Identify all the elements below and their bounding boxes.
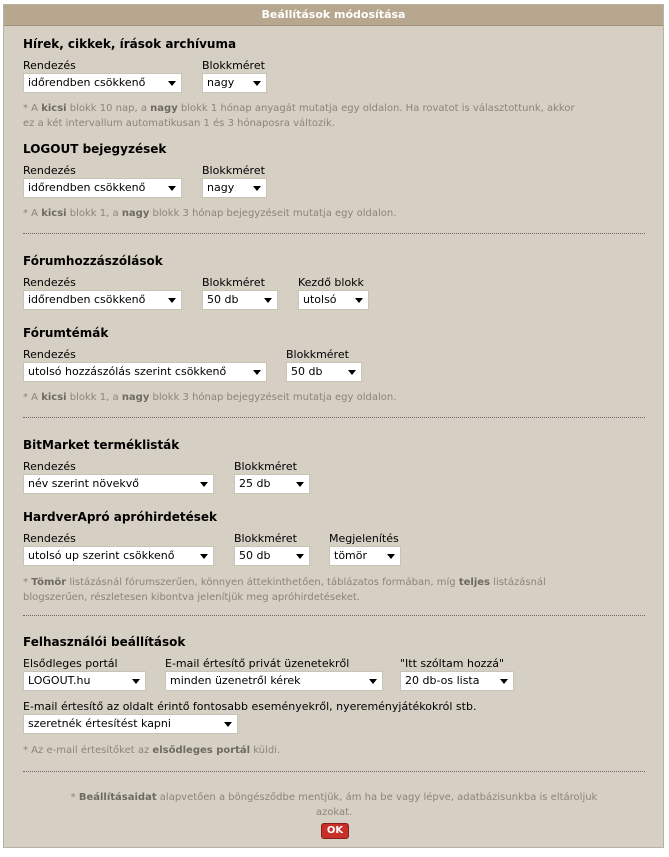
hardverapro-block-label: Blokkméret	[234, 532, 297, 545]
note-text: blokk 3 hónap bejegyzéseit mutatja egy oldalon.	[149, 392, 397, 403]
topics-sort-value: utolsó hozzászólás szerint csökkenő	[28, 365, 227, 378]
chevron-down-icon	[224, 722, 232, 727]
logout-sort-select[interactable]	[23, 178, 182, 198]
hardverapro-note	[23, 575, 645, 605]
chevron-down-icon	[168, 81, 176, 86]
logout-block-select[interactable]	[202, 178, 267, 198]
email-private-select[interactable]	[165, 671, 383, 691]
hardverapro-block-value: 50 db	[239, 549, 271, 562]
ok-button[interactable]: OK	[321, 823, 349, 839]
email-events-label: E-mail értesítő az oldalt érintő fontosabb eseményekről, nyereményjátékokról stb.	[23, 700, 477, 713]
forum-sort-label: Rendezés	[23, 276, 76, 289]
topics-sort-label: Rendezés	[23, 348, 76, 361]
topics-note	[23, 390, 645, 405]
note-text: blokk 1, a	[66, 392, 122, 403]
note-text: küldi.	[250, 745, 281, 756]
note-text: blogszerűen, részletesen kibontva jelenítjük meg apróhirdetéseket.	[23, 592, 360, 603]
section-divider	[23, 417, 645, 418]
chevron-down-icon	[200, 482, 208, 487]
note-emphasis: Tömör	[31, 577, 67, 588]
news-sort-label: Rendezés	[23, 59, 76, 72]
hardverapro-sort-value: utolsó up szerint csökkenő	[28, 549, 175, 562]
section-divider	[23, 615, 645, 616]
forum-block-label: Blokkméret	[202, 276, 265, 289]
email-private-label: E-mail értesítő privát üzenetekről	[165, 657, 350, 670]
note-text: blokk 10 nap, a	[66, 103, 151, 114]
email-private-value: minden üzenetről kérek	[170, 674, 301, 687]
note-text: listázásnál	[489, 577, 546, 588]
chevron-down-icon	[253, 186, 261, 191]
section-title-forum-comments: Fórumhozzászólások	[23, 254, 163, 268]
note-text: * A	[23, 103, 42, 114]
logout-note	[23, 206, 645, 221]
note-emphasis: teljes	[458, 577, 490, 588]
note-text: *	[70, 792, 79, 803]
topics-block-label: Blokkméret	[286, 348, 349, 361]
note-emphasis: Beállításaidat	[78, 792, 157, 803]
forum-start-label: Kezdő blokk	[298, 276, 364, 289]
settings-panel	[3, 4, 664, 848]
hardverapro-block-select[interactable]	[234, 546, 310, 566]
note-text: ez a két intervallum automatikusan 1 és 3 hónaposra változik.	[23, 118, 335, 129]
chevron-down-icon	[168, 298, 176, 303]
forum-sort-value: időrendben csökkenő	[28, 293, 146, 306]
hardverapro-sort-label: Rendezés	[23, 532, 76, 545]
news-sort-select[interactable]	[23, 73, 182, 93]
bitmarket-block-label: Blokkméret	[234, 460, 297, 473]
news-block-select[interactable]	[202, 73, 267, 93]
note-emphasis: kicsi	[41, 208, 67, 219]
note-emphasis: nagy	[150, 103, 178, 114]
portal-select[interactable]	[23, 671, 146, 691]
chevron-down-icon	[168, 186, 176, 191]
bitmarket-sort-value: név szerint növekvő	[28, 477, 139, 490]
hardverapro-display-label: Megjelenítés	[329, 532, 399, 545]
chevron-down-icon	[355, 298, 363, 303]
section-title-forum-topics: Fórumtémák	[23, 326, 109, 340]
hardverapro-sort-select[interactable]	[23, 546, 214, 566]
bitmarket-block-select[interactable]	[234, 474, 310, 494]
note-text: blokk 1, a	[66, 208, 122, 219]
mention-value: 20 db-os lista	[405, 674, 480, 687]
forum-block-select[interactable]	[202, 290, 278, 310]
email-events-select[interactable]	[23, 714, 238, 734]
chevron-down-icon	[296, 554, 304, 559]
bitmarket-sort-select[interactable]	[23, 474, 214, 494]
note-emphasis: elsődleges portál	[152, 745, 251, 756]
portal-value: LOGOUT.hu	[28, 674, 91, 687]
mention-select[interactable]	[400, 671, 514, 691]
forum-start-select[interactable]	[298, 290, 369, 310]
panel-title: Beállítások módosítása	[4, 5, 663, 26]
logout-sort-value: időrendben csökkenő	[28, 181, 146, 194]
news-note	[23, 101, 645, 131]
chevron-down-icon	[264, 298, 272, 303]
chevron-down-icon	[253, 81, 261, 86]
email-events-value: szeretnék értesítést kapni	[28, 717, 171, 730]
note-text: blokk 3 hónap bejegyzéseit mutatja egy oldalon.	[149, 208, 397, 219]
news-block-value: nagy	[207, 76, 235, 89]
news-sort-value: időrendben csökkenő	[28, 76, 146, 89]
hardverapro-display-select[interactable]	[329, 546, 401, 566]
forum-sort-select[interactable]	[23, 290, 182, 310]
note-emphasis: kicsi	[41, 392, 67, 403]
portal-label: Elsődleges portál	[23, 657, 118, 670]
user-settings-note	[23, 743, 645, 758]
section-title-bitmarket: BitMarket terméklisták	[23, 438, 180, 452]
note-emphasis: nagy	[121, 392, 150, 403]
chevron-down-icon	[253, 370, 261, 375]
chevron-down-icon	[369, 679, 377, 684]
note-text: * A	[23, 392, 42, 403]
note-text: alapvetően a böngésződbe mentjük, ám ha be vagy lépve, adatbázisunkba is eltároljuk	[156, 792, 598, 803]
chevron-down-icon	[387, 554, 395, 559]
chevron-down-icon	[200, 554, 208, 559]
section-divider	[23, 233, 645, 234]
note-text: * Az e-mail értesítőket az	[23, 745, 153, 756]
bitmarket-block-value: 25 db	[239, 477, 271, 490]
footer-note	[23, 790, 645, 820]
mention-label: "Itt szóltam hozzá"	[400, 657, 505, 670]
logout-sort-label: Rendezés	[23, 164, 76, 177]
logout-block-value: nagy	[207, 181, 235, 194]
forum-block-value: 50 db	[207, 293, 239, 306]
chevron-down-icon	[500, 679, 508, 684]
chevron-down-icon	[296, 482, 304, 487]
note-emphasis: kicsi	[41, 103, 67, 114]
section-title-news-archive: Hírek, cikkek, írások archívuma	[23, 37, 237, 51]
forum-start-value: utolsó	[303, 293, 337, 306]
topics-block-select[interactable]	[286, 362, 362, 382]
topics-sort-select[interactable]	[23, 362, 267, 382]
bitmarket-sort-label: Rendezés	[23, 460, 76, 473]
note-text: listázásnál fórumszerűen, könnyen áttekinthetően, táblázatos formában, míg	[66, 577, 459, 588]
note-text: *	[23, 577, 32, 588]
chevron-down-icon	[348, 370, 356, 375]
section-title-hardverapro: HardverApró apróhirdetések	[23, 510, 218, 524]
note-emphasis: nagy	[121, 208, 150, 219]
section-divider	[23, 771, 645, 772]
note-text: azokat.	[315, 807, 353, 818]
topics-block-value: 50 db	[291, 365, 323, 378]
chevron-down-icon	[132, 679, 140, 684]
hardverapro-display-value: tömör	[334, 549, 368, 562]
note-text: * A	[23, 208, 42, 219]
news-block-label: Blokkméret	[202, 59, 265, 72]
note-text: blokk 1 hónap anyagát mutatja egy oldalon. Ha rovatot is választottunk, akkor	[177, 103, 575, 114]
section-title-logout-posts: LOGOUT bejegyzések	[23, 142, 167, 156]
logout-block-label: Blokkméret	[202, 164, 265, 177]
section-title-user-settings: Felhasználói beállítások	[23, 635, 186, 649]
